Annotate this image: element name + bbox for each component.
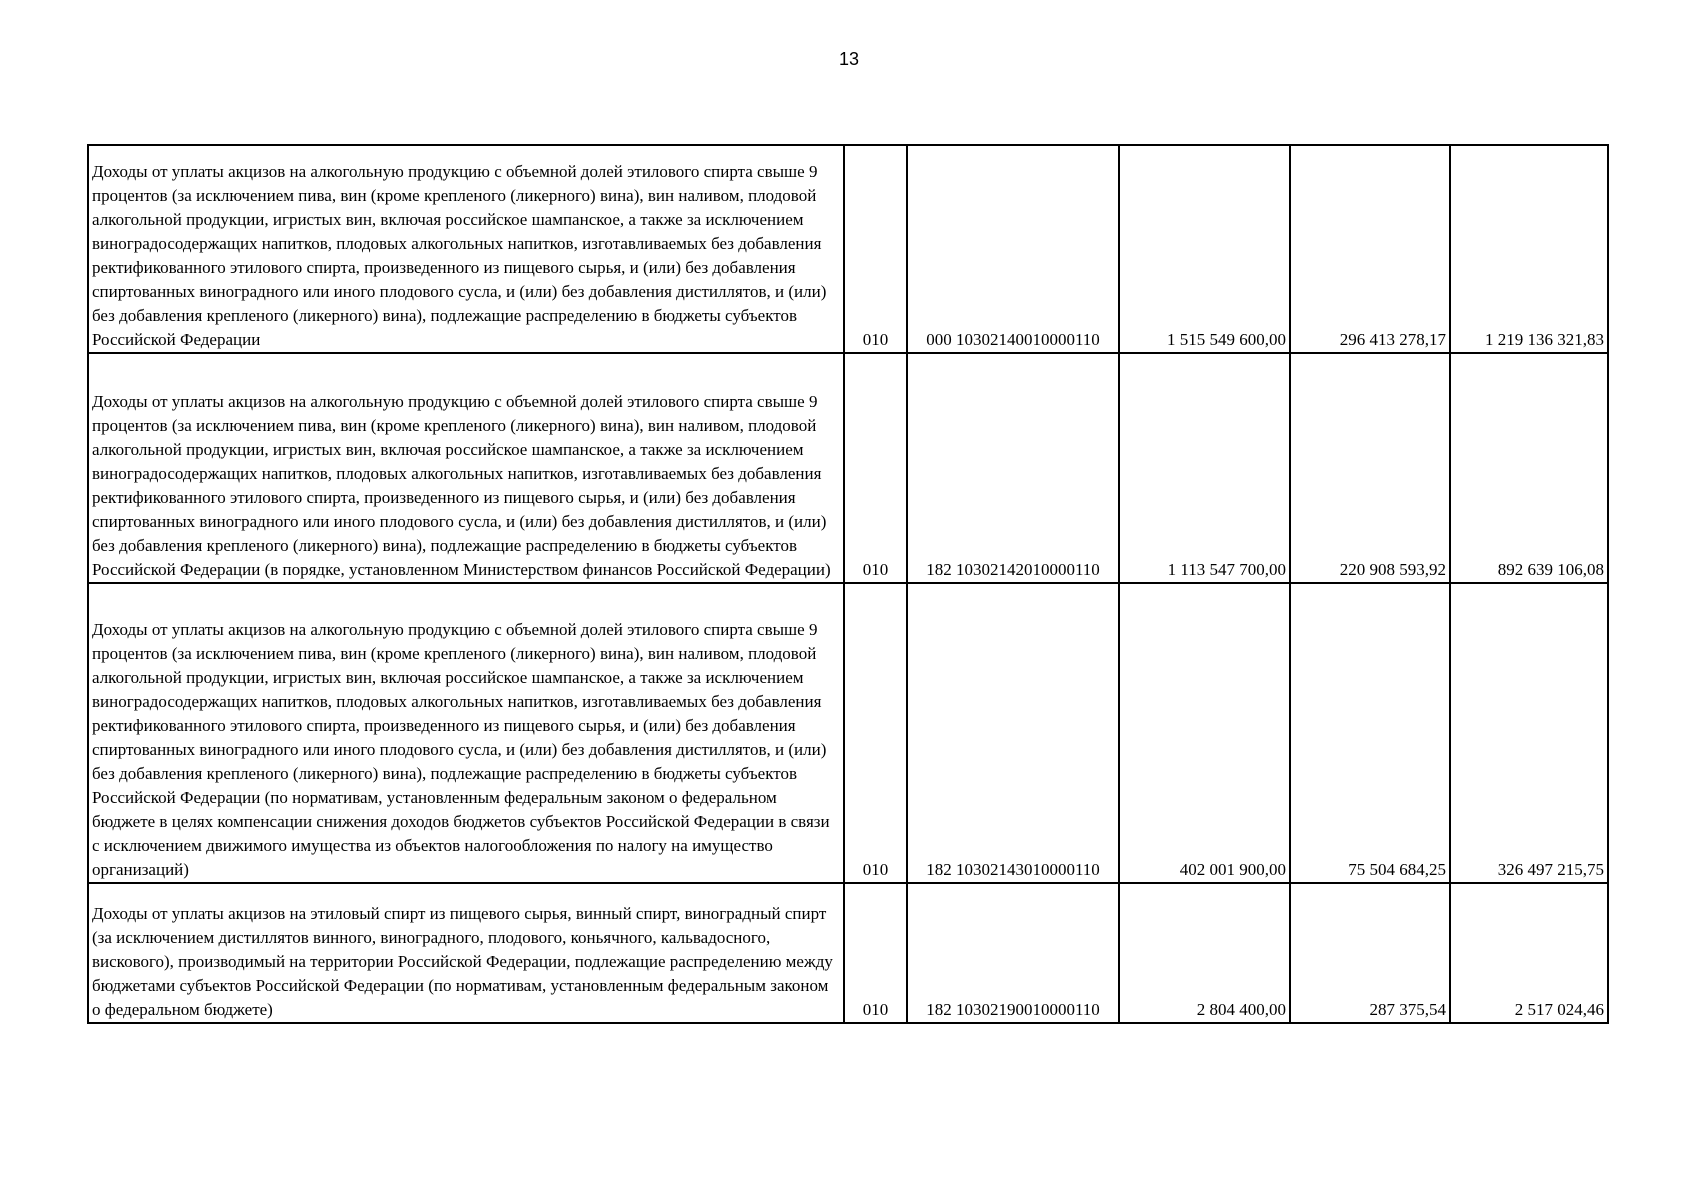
approved-amount-cell: 2 804 400,00 (1119, 883, 1290, 1023)
unexecuted-amount-cell: 892 639 106,08 (1450, 353, 1608, 583)
approved-amount-cell: 1 113 547 700,00 (1119, 353, 1290, 583)
table-row (88, 145, 1608, 353)
revenue-description-cell (88, 883, 844, 1023)
revenue-description: Доходы от уплаты акцизов на этиловый спирт из пищевого сырья, винный спирт, виноградный спирт (за исключением дистиллятов винного, виноградного, плодового, коньячного, кальвадосного, вискового), производимый на территории Российской Федерации, подлежащие распределению между бюджетами субъектов Российской Федерации (по нормативам, установленным федеральным законом о федеральном бюджете) (92, 904, 833, 1019)
line-code-cell: 010 (844, 883, 907, 1023)
revenue-table (87, 144, 1609, 1024)
approved-amount-cell: 1 515 549 600,00 (1119, 145, 1290, 353)
table-row (88, 353, 1608, 583)
executed-amount-cell: 287 375,54 (1290, 883, 1450, 1023)
revenue-description-cell (88, 353, 844, 583)
line-code-cell: 010 (844, 583, 907, 883)
budget-classification-code-cell: 182 10302143010000110 (907, 583, 1119, 883)
executed-amount-cell: 75 504 684,25 (1290, 583, 1450, 883)
page-number: 13 (838, 49, 860, 69)
budget-classification-code-cell: 182 10302142010000110 (907, 353, 1119, 583)
budget-classification-code-cell: 000 10302140010000110 (907, 145, 1119, 353)
unexecuted-amount-cell: 1 219 136 321,83 (1450, 145, 1608, 353)
budget-classification-code-cell: 182 10302190010000110 (907, 883, 1119, 1023)
executed-amount-cell: 296 413 278,17 (1290, 145, 1450, 353)
table-row (88, 583, 1608, 883)
executed-amount-cell: 220 908 593,92 (1290, 353, 1450, 583)
revenue-description: Доходы от уплаты акцизов на алкогольную продукцию с объемной долей этилового спирта свыше 9 процентов (за исключением пива, вин (кроме крепленого (ликерного) вина), вин наливом, плодовой алкогольной продукции, игристых вин, включая российское шампанское, а также за исключением виноградосодержащих напитков, плодовых алкогольных напитков, изготавливаемых без добавления ректификованного этилового спирта, произведенного из пищевого сырья, и (или) без добавления спиртованных виноградного или иного плодового сусла, и (или) без добавления дистиллятов, и (или) без добавления крепленого (ликерного) вина), подлежащие распределению в бюджеты субъектов Российской Федерации (по нормативам, установленным федеральным законом о федеральном бюджете в целях компенсации снижения доходов бюджетов субъектов Российской Федерации в связи с исключением движимого имущества из объектов налогообложения по налогу на имущество организаций) (92, 620, 830, 879)
revenue-description: Доходы от уплаты акцизов на алкогольную продукцию с объемной долей этилового спирта свыше 9 процентов (за исключением пива, вин (кроме крепленого (ликерного) вина), вин наливом, плодовой алкогольной продукции, игристых вин, включая российское шампанское, а также за исключением виноградосодержащих напитков, плодовых алкогольных напитков, изготавливаемых без добавления ректификованного этилового спирта, произведенного из пищевого сырья, и (или) без добавления спиртованных виноградного или иного плодового сусла, и (или) без добавления дистиллятов, и (или) без добавления крепленого (ликерного) вина), подлежащие распределению в бюджеты субъектов Российской Федерации (92, 162, 827, 349)
table-row (88, 883, 1608, 1023)
approved-amount-cell: 402 001 900,00 (1119, 583, 1290, 883)
line-code-cell: 010 (844, 353, 907, 583)
unexecuted-amount-cell: 326 497 215,75 (1450, 583, 1608, 883)
unexecuted-amount-cell: 2 517 024,46 (1450, 883, 1608, 1023)
revenue-description-cell (88, 583, 844, 883)
revenue-description-cell (88, 145, 844, 353)
line-code-cell: 010 (844, 145, 907, 353)
revenue-description: Доходы от уплаты акцизов на алкогольную продукцию с объемной долей этилового спирта свыше 9 процентов (за исключением пива, вин (кроме крепленого (ликерного) вина), вин наливом, плодовой алкогольной продукции, игристых вин, включая российское шампанское, а также за исключением виноградосодержащих напитков, плодовых алкогольных напитков, изготавливаемых без добавления ректификованного этилового спирта, произведенного из пищевого сырья, и (или) без добавления спиртованных виноградного или иного плодового сусла, и (или) без добавления дистиллятов, и (или) без добавления крепленого (ликерного) вина), подлежащие распределению в бюджеты субъектов Российской Федерации (в порядке, установленном Министерством финансов Российской Федерации) (92, 392, 831, 579)
